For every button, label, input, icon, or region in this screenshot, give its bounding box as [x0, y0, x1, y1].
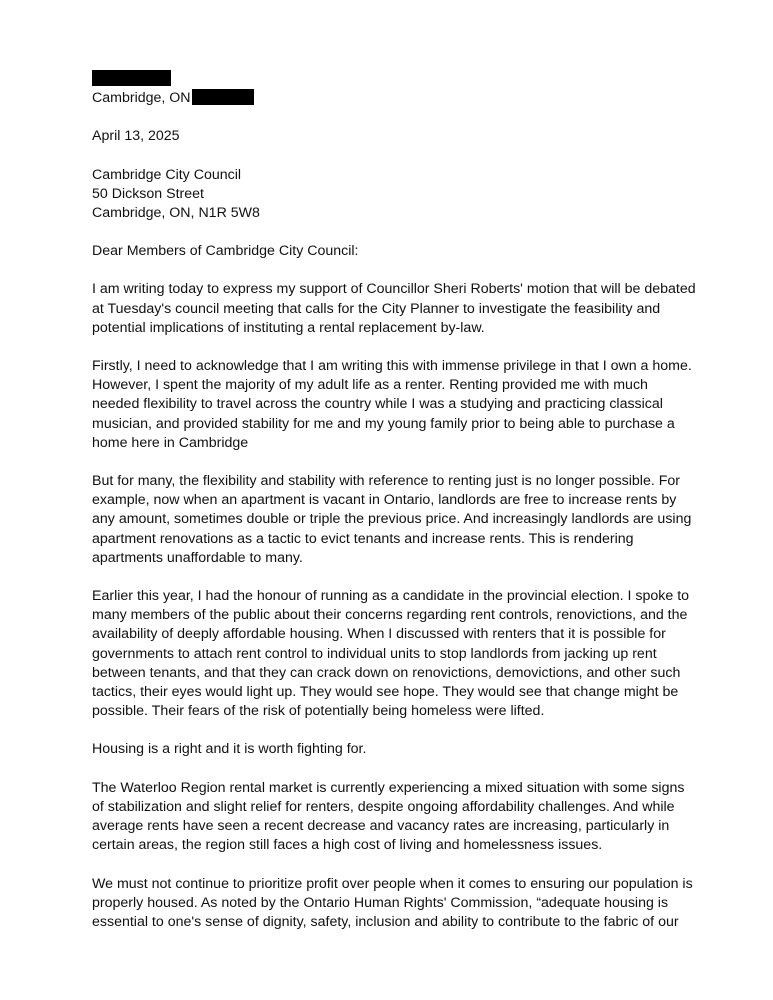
sender-name-line: [92, 70, 692, 89]
paragraph-line: possible. Their fears of the risk of potentially being homeless were lifted.: [92, 703, 545, 720]
paragraph-line: musician, and provided stability for me and my young family prior to being able to purchase a: [92, 415, 675, 432]
paragraph-line: tactics, their eyes would light up. They would see hope. They would see that change might be: [92, 684, 679, 701]
paragraph-line: But for many, the flexibility and stability with reference to renting just is no longer possible. For: [92, 473, 681, 490]
paragraph-1: [92, 280, 696, 338]
paragraph-4: [92, 587, 692, 721]
paragraph-line: apartment renovations as a tactic to evict tenants and increase rents. This is rendering: [92, 530, 634, 547]
paragraph-line: any amount, sometimes double or triple the previous price. And increasingly landlords are using: [92, 511, 692, 528]
letter-date: April 13, 2025: [92, 128, 180, 145]
sender-address-line: [92, 89, 692, 108]
paragraph-line: certain areas, the region still faces a high cost of living and homelessness issues.: [92, 837, 603, 854]
salutation: Dear Members of Cambridge City Council:: [92, 243, 359, 260]
paragraph-line: The Waterloo Region rental market is currently experiencing a mixed situation with some signs: [92, 779, 685, 796]
recipient-line-3: Cambridge, ON, N1R 5W8: [92, 205, 260, 222]
sender-city: Cambridge, ON: [92, 90, 191, 107]
paragraph-line: properly housed. As noted by the Ontario Human Rights' Commission, “adequate housing is: [92, 894, 669, 911]
paragraph-line: However, I spent the majority of my adult life as a renter. Renting provided me with much: [92, 377, 648, 394]
redaction-bar-name: [92, 70, 171, 86]
paragraph-2: [92, 357, 692, 453]
paragraph-line: Earlier this year, I had the honour of running as a candidate in the provincial election. I spoke to: [92, 588, 690, 605]
paragraph-line: at Tuesday's council meeting that calls for the City Planner to investigate the feasibility and: [92, 300, 661, 317]
letter-body: [92, 70, 696, 932]
paragraph-line: I am writing today to express my support of Councillor Sheri Roberts' motion that will be debated: [92, 281, 696, 298]
paragraph-line: availability of deeply affordable housing. When I discussed with renters that it is possible for: [92, 626, 666, 643]
paragraph-line: many members of the public about their concerns regarding rent controls, renovictions, and the: [92, 607, 688, 624]
paragraph-line: governments to attach rent control to individual units to stop landlords from jacking up rent: [92, 645, 657, 662]
paragraph-line: of stabilization and slight relief for renters, despite ongoing affordability challenges. And while: [92, 798, 675, 815]
paragraph-line: essential to one's sense of dignity, safety, inclusion and ability to contribute to the fabric of our: [92, 913, 679, 930]
paragraph-line: Housing is a right and it is worth fighting for.: [92, 741, 367, 758]
sender-block: [92, 70, 692, 108]
paragraph-line: average rents have seen a recent decrease and vacancy rates are increasing, particularly in: [92, 818, 670, 835]
paragraph-line: example, now when an apartment is vacant in Ontario, landlords are free to increase rents by: [92, 492, 677, 509]
paragraph-line: We must not continue to prioritize profit over people when it comes to ensuring our population is: [92, 875, 693, 892]
paragraph-5: [92, 740, 692, 759]
paragraph-6: [92, 779, 692, 856]
paragraph-7: [92, 875, 692, 933]
paragraph-line: Firstly, I need to acknowledge that I am writing this with immense privilege in that I own a home.: [92, 358, 692, 375]
paragraph-line: between tenants, and that they can crack down on renovictions, demovictions, and other such: [92, 664, 681, 681]
redaction-bar-postal: [192, 89, 254, 105]
paragraph-line: home here in Cambridge: [92, 434, 249, 451]
recipient-block: [92, 166, 692, 224]
paragraph-3: [92, 472, 692, 568]
paragraph-line: potential implications of instituting a rental replacement by-law.: [92, 319, 485, 336]
recipient-line-2: 50 Dickson Street: [92, 185, 204, 202]
recipient-line-1: Cambridge City Council: [92, 166, 242, 183]
paragraph-line: needed flexibility to travel across the country while I was a studying and practicing classical: [92, 396, 663, 413]
paragraph-line: apartments unaffordable to many.: [92, 549, 303, 566]
